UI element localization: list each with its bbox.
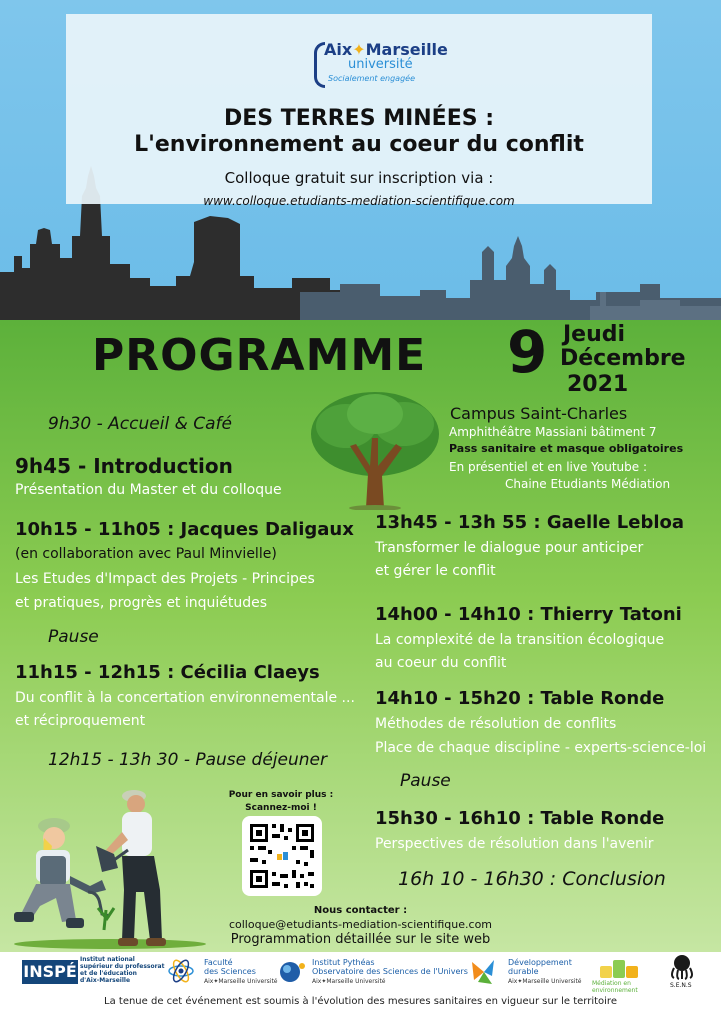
- octopus-icon: [668, 954, 696, 980]
- date-year: 2021: [567, 372, 629, 397]
- venue-room: Amphithéâtre Massiani bâtiment 7: [449, 425, 657, 439]
- schedule-intro-desc: Présentation du Master et du colloque: [15, 482, 282, 498]
- inspe-text: Institut national supérieur du professorat et de l'éducation d'Aix-Marseille: [80, 956, 165, 984]
- atom-icon: [168, 958, 194, 984]
- header-card: [66, 14, 652, 208]
- inspe-logo: [22, 954, 165, 992]
- schedule-tatoni-desc-2: au coeur du conflit: [375, 655, 507, 671]
- program-web-note: Programmation détaillée sur le site web: [230, 932, 491, 947]
- schedule-lebloa-desc-2: et gérer le conflit: [375, 563, 496, 579]
- schedule-table-ronde-2-time: 15h30 - 16h10 : Table Ronde: [375, 808, 665, 829]
- schedule-pause-2: Pause: [400, 771, 451, 791]
- event-title-line-1: DES TERRES MINÉES :: [223, 106, 495, 131]
- logo-tagline: Socialement engagée: [328, 74, 415, 83]
- venue-mode: En présentiel et en live Youtube :: [449, 460, 648, 474]
- schedule-lebloa-time: 13h45 - 13h 55 : Gaelle Lebloa: [375, 512, 685, 533]
- developpement-durable-logo: [470, 954, 590, 992]
- qr-code[interactable]: [242, 816, 322, 896]
- sustainability-icon: [470, 958, 496, 986]
- contact-label: Nous contacter :: [313, 905, 408, 916]
- schedule-pause-1: Pause: [48, 627, 99, 647]
- schedule-claeys-desc-2: et réciproquement: [15, 713, 146, 729]
- olive-tree-illustration: [306, 388, 444, 510]
- aix-marseille-university-logo: [314, 40, 448, 94]
- schedule-lebloa-desc-1: Transformer le dialogue pour anticiper: [375, 540, 644, 556]
- mediation-environnement-logo: [592, 954, 658, 992]
- schedule-table-ronde-2-desc: Perspectives de résolution dans l'avenir: [375, 836, 654, 852]
- schedule-welcome: 9h30 - Accueil & Café: [48, 414, 232, 434]
- event-title-line-2: L'environnement au coeur du conflit: [134, 132, 584, 157]
- schedule-tatoni-desc-1: La complexité de la transition écologique: [375, 632, 665, 648]
- qr-label-1: Pour en savoir plus :: [228, 790, 334, 800]
- schedule-tatoni-time: 14h00 - 14h10 : Thierry Tatoni: [375, 604, 682, 625]
- schedule-daligaux-collab: (en collaboration avec Paul Minvielle): [15, 546, 277, 562]
- sens-logo: [664, 954, 704, 992]
- schedule-intro-time: 9h45 - Introduction: [15, 454, 233, 478]
- schedule-lunch: 12h15 - 13h 30 - Pause déjeuner: [48, 750, 327, 770]
- venue-youtube-channel: Chaine Etudiants Médiation: [505, 477, 671, 491]
- faculte-text: Faculté des Sciences Aix✦Marseille Université: [204, 958, 278, 985]
- dd-text: Développement durable Aix✦Marseille Université: [508, 958, 582, 985]
- schedule-table-ronde-1-time: 14h10 - 15h20 : Table Ronde: [375, 688, 665, 709]
- schedule-daligaux-desc-2: et pratiques, progrès et inquiétudes: [15, 595, 268, 611]
- schedule-claeys-time: 11h15 - 12h15 : Cécilia Claeys: [15, 662, 320, 683]
- logo-name: Aix✦Marseille: [324, 40, 448, 59]
- schedule-daligaux-desc-1: Les Etudes d'Impact des Projets - Principes: [15, 571, 315, 587]
- schedule-claeys-desc-1: Du conflit à la concertation environnementale ...: [15, 690, 355, 706]
- mediation-text: Médiation en environnement: [592, 980, 638, 994]
- qr-label-2: Scannez-moi !: [245, 803, 317, 813]
- sanitary-disclaimer: La tenue de cet événement est soumis à l'évolution des mesures sanitaires en vigueur sur le territoire: [104, 996, 617, 1007]
- schedule-table-ronde-1-desc-1: Méthodes de résolution de conflits: [375, 716, 617, 732]
- schedule-conclusion: 16h 10 - 16h30 : Conclusion: [398, 868, 666, 890]
- logo-universite: université: [348, 57, 413, 72]
- schedule-table-ronde-1-desc-2: Place de chaque discipline - experts-science-loi: [375, 740, 707, 756]
- registration-url[interactable]: www.colloque.etudiants-mediation-scientifique.com: [203, 194, 515, 208]
- programme-heading: PROGRAMME: [92, 330, 427, 381]
- mediation-icon: [600, 958, 640, 980]
- venue-name: Campus Saint-Charles: [450, 404, 628, 423]
- date-month: Décembre: [560, 346, 686, 371]
- registration-note: Colloque gratuit sur inscription via :: [224, 169, 494, 187]
- pytheas-logo: [278, 954, 468, 992]
- sens-text: S.E.N.S: [670, 982, 692, 989]
- pytheas-text: Institut Pythéas Observatoire des Sciences de l'Univers Aix✦Marseille Université: [312, 958, 468, 985]
- planet-icon: [278, 960, 306, 984]
- venue-requirements: Pass sanitaire et masque obligatoires: [449, 442, 684, 455]
- partner-logos: [0, 954, 721, 994]
- logo-star-icon: ✦: [352, 40, 366, 59]
- schedule-daligaux-time: 10h15 - 11h05 : Jacques Daligaux: [15, 519, 354, 540]
- date-day-number: 9: [507, 318, 548, 386]
- faculte-sciences-logo: [168, 954, 278, 992]
- date-day-name: Jeudi: [563, 322, 626, 347]
- contact-email[interactable]: colloque@etudiants-mediation-scientifique.com: [228, 918, 493, 931]
- inspe-badge: INSPÉ: [22, 960, 78, 984]
